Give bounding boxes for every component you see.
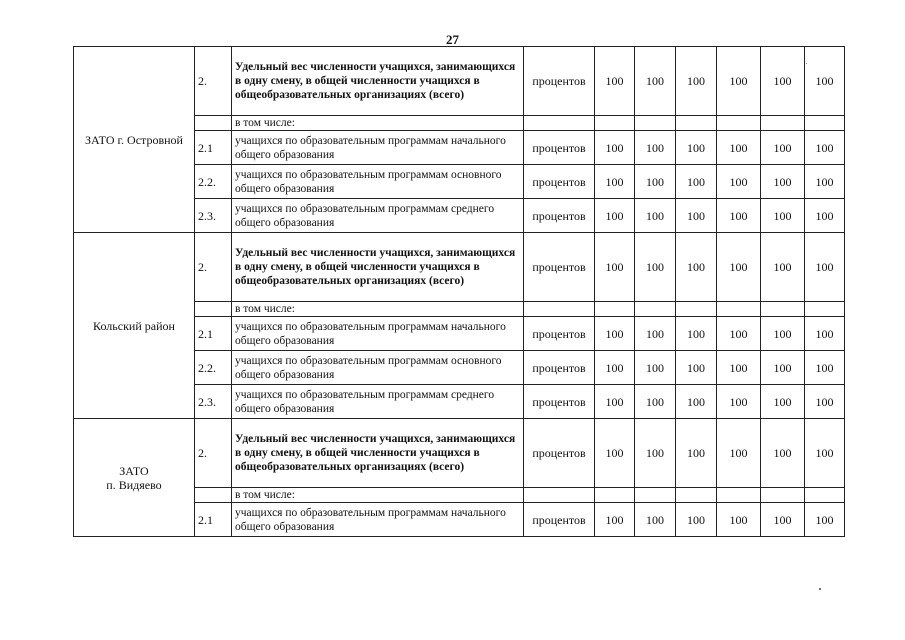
indicator-number: 2.3. bbox=[195, 199, 232, 233]
table-row bbox=[74, 233, 845, 302]
unit-cell: процентов bbox=[524, 165, 595, 199]
including-label: в том числе: bbox=[232, 302, 524, 317]
value-cell: 100 bbox=[676, 199, 717, 233]
indicator-number bbox=[195, 116, 232, 131]
including-label: в том числе: bbox=[232, 116, 524, 131]
indicator-text: Удельный вес численности учащихся, занимающихся в одну смену, в общей численности учащихся в общеобразовательных организациях (всего) bbox=[232, 47, 524, 116]
value-cell: 100 bbox=[635, 503, 676, 537]
value-cell: 100 bbox=[676, 385, 717, 419]
value-cell: 100 bbox=[717, 419, 761, 488]
value-cell bbox=[635, 302, 676, 317]
indicator-text: учащихся по образовательным программам начального общего образования bbox=[232, 503, 524, 537]
value-cell: 100 bbox=[717, 233, 761, 302]
value-cell: 100 bbox=[805, 385, 845, 419]
indicator-number: 2.1 bbox=[195, 317, 232, 351]
value-cell: 100 bbox=[635, 351, 676, 385]
value-cell bbox=[805, 116, 845, 131]
unit-cell: процентов bbox=[524, 317, 595, 351]
value-cell: 100 bbox=[761, 385, 805, 419]
indicator-number: 2.2. bbox=[195, 351, 232, 385]
value-cell: 100 bbox=[676, 351, 717, 385]
unit-cell: процентов bbox=[524, 199, 595, 233]
value-cell: 100 bbox=[717, 199, 761, 233]
table-row bbox=[74, 47, 845, 116]
value-cell: 100 bbox=[717, 503, 761, 537]
indicator-number: 2.1 bbox=[195, 131, 232, 165]
indicator-text: учащихся по образовательным программам среднего общего образования bbox=[232, 385, 524, 419]
indicator-number bbox=[195, 302, 232, 317]
value-cell: 100 bbox=[761, 317, 805, 351]
value-cell: 100 bbox=[595, 351, 635, 385]
value-cell: 100 bbox=[595, 131, 635, 165]
value-cell: 100 bbox=[805, 165, 845, 199]
indicator-text: учащихся по образовательным программам среднего общего образования bbox=[232, 199, 524, 233]
value-cell bbox=[717, 488, 761, 503]
indicator-text: учащихся по образовательным программам начального общего образования bbox=[232, 317, 524, 351]
value-cell bbox=[595, 116, 635, 131]
value-cell: 100 bbox=[761, 47, 805, 116]
unit-cell: процентов bbox=[524, 385, 595, 419]
value-cell: 100 bbox=[676, 131, 717, 165]
indicator-text: Удельный вес численности учащихся, занимающихся в одну смену, в общей численности учащихся в общеобразовательных организациях (всего) bbox=[232, 419, 524, 488]
indicator-number: 2.3. bbox=[195, 385, 232, 419]
value-cell bbox=[717, 116, 761, 131]
unit-cell: процентов bbox=[524, 503, 595, 537]
value-cell bbox=[761, 488, 805, 503]
indicator-number: 2.1 bbox=[195, 503, 232, 537]
value-cell: 100 bbox=[761, 233, 805, 302]
unit-cell: процентов bbox=[524, 351, 595, 385]
value-cell: 100 bbox=[635, 317, 676, 351]
value-cell: 100 bbox=[805, 317, 845, 351]
value-cell bbox=[717, 302, 761, 317]
value-cell bbox=[761, 116, 805, 131]
value-cell: 100 bbox=[676, 419, 717, 488]
value-cell bbox=[805, 488, 845, 503]
territory-name: Кольский район bbox=[74, 233, 195, 419]
value-cell: 100 bbox=[717, 47, 761, 116]
value-cell: 100 bbox=[635, 233, 676, 302]
unit-cell: процентов bbox=[524, 233, 595, 302]
unit-cell: процентов bbox=[524, 131, 595, 165]
indicator-text: учащихся по образовательным программам основного общего образования bbox=[232, 165, 524, 199]
territory-name: ЗАТО п. Видяево bbox=[74, 419, 195, 537]
value-cell: 100 bbox=[595, 503, 635, 537]
value-cell bbox=[676, 116, 717, 131]
value-cell: 100 bbox=[595, 233, 635, 302]
indicators-table bbox=[73, 46, 845, 537]
value-cell: 100 bbox=[805, 199, 845, 233]
value-cell: 100 bbox=[635, 419, 676, 488]
value-cell: 100 bbox=[635, 131, 676, 165]
value-cell bbox=[595, 488, 635, 503]
value-cell: 100 bbox=[635, 385, 676, 419]
value-cell bbox=[761, 302, 805, 317]
unit-cell: процентов bbox=[524, 47, 595, 116]
indicator-text: Удельный вес численности учащихся, занимающихся в одну смену, в общей численности учащихся в общеобразовательных организациях (всего) bbox=[232, 233, 524, 302]
value-cell: 100 bbox=[805, 47, 845, 116]
value-cell: 100 bbox=[761, 199, 805, 233]
value-cell: 100 bbox=[595, 385, 635, 419]
value-cell: 100 bbox=[595, 47, 635, 116]
value-cell: 100 bbox=[676, 47, 717, 116]
value-cell: 100 bbox=[761, 131, 805, 165]
value-cell: 100 bbox=[805, 503, 845, 537]
value-cell: 100 bbox=[717, 385, 761, 419]
indicator-number: 2. bbox=[195, 419, 232, 488]
value-cell: 100 bbox=[761, 165, 805, 199]
value-cell: 100 bbox=[635, 47, 676, 116]
indicator-number: 2. bbox=[195, 47, 232, 116]
table-row bbox=[74, 419, 845, 488]
unit-cell bbox=[524, 488, 595, 503]
value-cell: 100 bbox=[676, 165, 717, 199]
value-cell: 100 bbox=[761, 419, 805, 488]
value-cell: 100 bbox=[635, 165, 676, 199]
value-cell bbox=[805, 302, 845, 317]
value-cell: 100 bbox=[676, 503, 717, 537]
indicator-number: 2.2. bbox=[195, 165, 232, 199]
including-label: в том числе: bbox=[232, 488, 524, 503]
value-cell: 100 bbox=[805, 419, 845, 488]
indicator-text: учащихся по образовательным программам основного общего образования bbox=[232, 351, 524, 385]
unit-cell: процентов bbox=[524, 419, 595, 488]
indicator-text: учащихся по образовательным программам начального общего образования bbox=[232, 131, 524, 165]
value-cell: 100 bbox=[805, 233, 845, 302]
value-cell: 100 bbox=[805, 351, 845, 385]
value-cell: 100 bbox=[717, 165, 761, 199]
value-cell: 100 bbox=[676, 317, 717, 351]
value-cell: 100 bbox=[595, 419, 635, 488]
value-cell bbox=[676, 302, 717, 317]
unit-cell bbox=[524, 116, 595, 131]
value-cell bbox=[635, 116, 676, 131]
territory-name: ЗАТО г. Островной bbox=[74, 47, 195, 233]
value-cell: 100 bbox=[805, 131, 845, 165]
value-cell bbox=[676, 488, 717, 503]
value-cell: 100 bbox=[595, 199, 635, 233]
value-cell: 100 bbox=[717, 351, 761, 385]
value-cell: 100 bbox=[676, 233, 717, 302]
value-cell bbox=[635, 488, 676, 503]
page-number: 27 bbox=[446, 32, 459, 47]
value-cell: 100 bbox=[595, 165, 635, 199]
indicator-number bbox=[195, 488, 232, 503]
value-cell: 100 bbox=[717, 131, 761, 165]
value-cell: 100 bbox=[717, 317, 761, 351]
value-cell bbox=[595, 302, 635, 317]
value-cell: 100 bbox=[761, 351, 805, 385]
value-cell: 100 bbox=[595, 317, 635, 351]
value-cell: 100 bbox=[635, 199, 676, 233]
value-cell: 100 bbox=[761, 503, 805, 537]
scan-speck bbox=[819, 588, 821, 590]
indicator-number: 2. bbox=[195, 233, 232, 302]
unit-cell bbox=[524, 302, 595, 317]
